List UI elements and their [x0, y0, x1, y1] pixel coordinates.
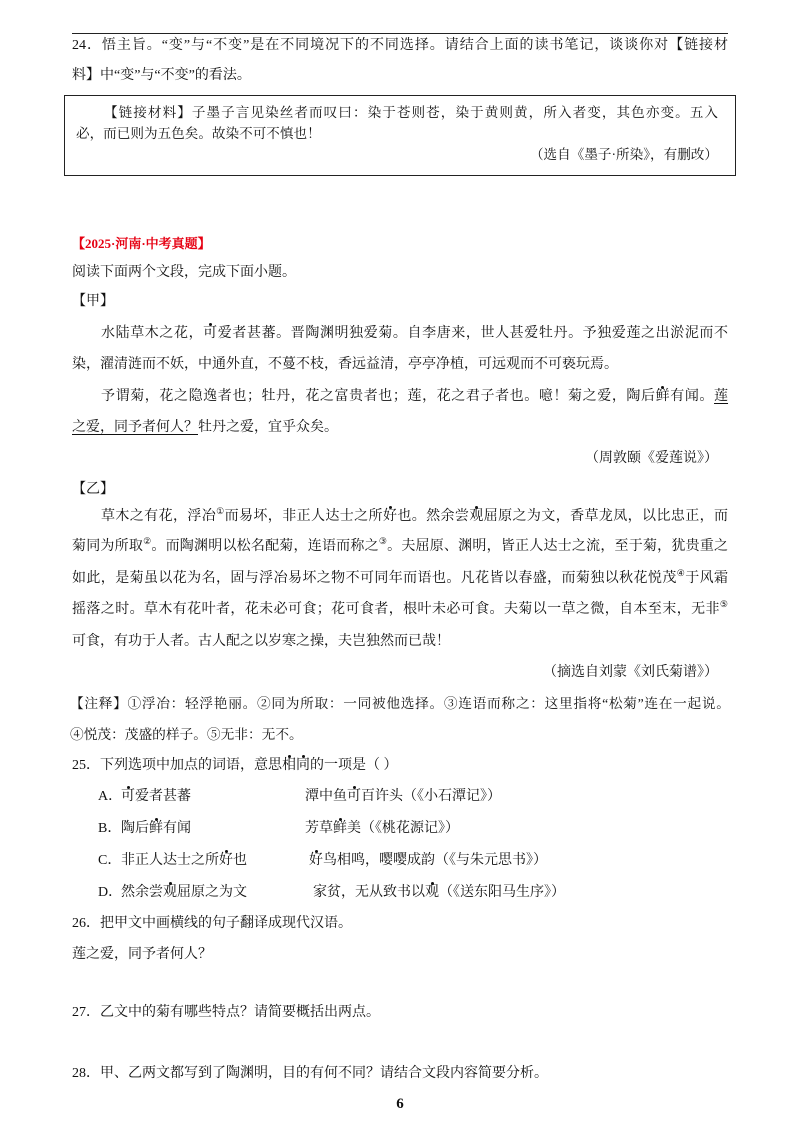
- text-segment: 爱者甚蕃。晋陶渊明独爱菊。自李唐来，世人甚爱牡丹。予独爱莲之出淤泥而不: [217, 326, 729, 341]
- text-segment: 芳草: [305, 821, 333, 836]
- passage-yi-line-5: 可食，有功于人者。古人配之以岁寒之操，夫岂独然而已哉！: [72, 634, 450, 649]
- q25-option-c: [0, 851, 800, 871]
- text-segment: 也: [233, 853, 247, 868]
- text-segment: （《送东阳马生序》）: [439, 885, 565, 900]
- emphasis-dot-char: 观: [425, 885, 439, 900]
- option-label: D．: [98, 885, 123, 900]
- text-segment: 美（《桃花源记》）: [347, 821, 459, 836]
- option-label: A．: [98, 789, 123, 804]
- notes-line-1: 【注释】①浮冶：轻浮艳丽。②同为所取：一同被他选择。③连语而称之：这里指将“松菊”连在一起说。: [70, 696, 730, 711]
- text-segment: 屈原之为文: [177, 885, 247, 900]
- text-segment: 草木之有花，浮冶: [101, 509, 217, 524]
- page-number: 6: [396, 1096, 404, 1112]
- emphasis-dot-char: 鲜: [655, 389, 671, 404]
- q24-line-2: 料】中“变”与“不变”的看法。: [72, 68, 251, 83]
- passage-yi-line-4: [72, 600, 728, 620]
- text-segment: 菊同为所取: [72, 539, 144, 554]
- passage-yi-line-2: [72, 537, 728, 557]
- emphasis-dot-char: 相: [282, 758, 296, 773]
- passage-jia-source: （周敦颐《爱莲说》）: [585, 451, 718, 466]
- footnote-marker: ①: [216, 506, 225, 516]
- emphasis-dot-char: 可: [121, 789, 135, 804]
- passage-jia-p2-line-1: [72, 387, 728, 407]
- text-segment: 水陆草木之花，: [101, 326, 204, 341]
- passage-jia-p2-line-2: [72, 418, 728, 438]
- option-right-text: [305, 787, 501, 807]
- text-segment: 有闻: [163, 821, 191, 836]
- text-segment: 于风霜: [685, 571, 728, 586]
- text-segment: 摇落之时。草木有花叶者，花未必可食；花可食者，根叶未必可食。夫菊以一草之微，自本至末，无非: [72, 602, 720, 617]
- passage-yi-line-3: [72, 569, 728, 589]
- text-segment: 陶后: [121, 821, 149, 836]
- text-segment: 然余尝: [121, 885, 163, 900]
- exam-source-tag: 【2025·河南·中考真题】: [72, 236, 211, 251]
- q25-option-b: [0, 819, 800, 839]
- passage-yi-line-1: [72, 507, 728, 527]
- underlined-sentence-start: 莲: [714, 389, 729, 404]
- underlined-sentence-end: 之爱，同予者何人？: [72, 420, 198, 435]
- footnote-marker: ②: [143, 536, 152, 546]
- q28-stem: 28．甲、乙两文都写到了陶渊明，目的有何不同？请结合文段内容简要分析。: [72, 1066, 548, 1081]
- q26-sentence: 莲之爱，同予者何人？: [72, 947, 212, 962]
- link-material-line-1: 【链接材料】子墨子言见染丝者而叹曰：染于苍则苍，染于黄则黄，所入者变，其色亦变。五入: [104, 105, 718, 120]
- emphasis-dot-char: 好: [219, 853, 233, 868]
- text-segment: 非正人达士之所: [121, 853, 219, 868]
- text-segment: 25．下列选项中加点的词语，意思: [72, 758, 282, 773]
- emphasis-dot-char: 观: [469, 509, 484, 524]
- text-segment: 。而陶渊明以松名配菊，连语而称之: [151, 539, 379, 554]
- q26-stem: 26．把甲文中画横线的句子翻译成现代汉语。: [72, 916, 352, 931]
- emphasis-dot-char: 可: [347, 789, 361, 804]
- text-segment: 有闻。: [670, 389, 715, 404]
- text-segment: 也。然余尝: [397, 509, 470, 524]
- option-right-text: [313, 883, 565, 903]
- text-segment: 百许头（《小石潭记》）: [361, 789, 501, 804]
- notes-line-2: ④悦茂：茂盛的样子。⑤无非：无不。: [70, 727, 303, 742]
- option-left-text: [121, 819, 191, 839]
- footnote-marker: ⑤: [719, 599, 728, 609]
- link-material-line-2: 必，而已则为五色矣。故染不可不慎也！: [76, 126, 321, 141]
- emphasis-dot-char: 鲜: [149, 821, 163, 836]
- q25-option-d: [0, 883, 800, 903]
- option-left-text: [121, 787, 191, 807]
- link-material-box: [64, 95, 736, 176]
- passage-jia-label: 【甲】: [72, 294, 114, 309]
- text-segment: 予谓菊，花之隐逸者也；牡丹，花之富贵者也；莲，花之君子者也。噫！菊之爱，陶后: [101, 389, 656, 404]
- option-right-text: [309, 851, 547, 871]
- text-segment: 。夫屈原、渊明，皆正人达士之流，至于菊，犹贵重之: [387, 539, 729, 554]
- q24-line-1: 24．悟主旨。“变”与“不变”是在不同境况下的不同选择。请结合上面的读书笔记，谈谈你对【链接材: [72, 38, 728, 53]
- option-label: C．: [98, 853, 122, 868]
- passage-jia-p1-line-1: [72, 324, 728, 344]
- q25-option-a: [0, 787, 800, 807]
- text-segment: 鸟相鸣，嘤嘤成韵（《与朱元思书》）: [323, 853, 547, 868]
- emphasis-dot-char: 可: [203, 326, 218, 341]
- emphasis-dot-char: 鲜: [333, 821, 347, 836]
- header-rule: [72, 33, 728, 34]
- emphasis-dot-char: 好: [382, 509, 398, 524]
- q27-stem: 27．乙文中的菊有哪些特点？请简要概括出两点。: [72, 1005, 380, 1020]
- emphasis-dot-char: 观: [163, 885, 177, 900]
- footnote-marker: ④: [676, 568, 686, 578]
- text-segment: 而易坏，非正人达士之所: [224, 509, 383, 524]
- emphasis-dot-char: 同: [296, 758, 310, 773]
- passage-jia-p1-line-2: 染，濯清涟而不妖，中通外直，不蔓不枝，香远益清，亭亭净植，可远观而不可亵玩焉。: [72, 357, 618, 372]
- text-segment: 爱者甚蕃: [135, 789, 191, 804]
- reading-instruction: 阅读下面两个文段，完成下面小题。: [72, 265, 296, 280]
- option-label: B．: [98, 821, 122, 836]
- link-material-source: （选自《墨子·所染》，有删改）: [529, 147, 718, 162]
- footnote-marker: ③: [378, 536, 388, 546]
- text-segment: 牡丹之爱，宜乎众矣。: [198, 420, 338, 435]
- emphasis-dot-char: 好: [309, 853, 323, 868]
- passage-yi-source: （摘选自刘蒙《刘氏菊谱》）: [543, 665, 718, 680]
- q25-stem: [72, 756, 728, 776]
- option-left-text: [121, 883, 247, 903]
- text-segment: 如此，是菊虽以花为名，固与浮冶易坏之物不可同年而语也。凡花皆以春盛，而菊独以秋花悦茂: [72, 571, 677, 586]
- passage-yi-label: 【乙】: [72, 482, 114, 497]
- text-segment: 的一项是（ ）: [310, 758, 398, 773]
- option-left-text: [121, 851, 247, 871]
- text-segment: 潭中鱼: [305, 789, 347, 804]
- text-segment: 屈原之为文，香草龙凤，以比忠正，而: [483, 509, 729, 524]
- text-segment: 家贫，无从致书以: [313, 885, 425, 900]
- option-right-text: [305, 819, 459, 839]
